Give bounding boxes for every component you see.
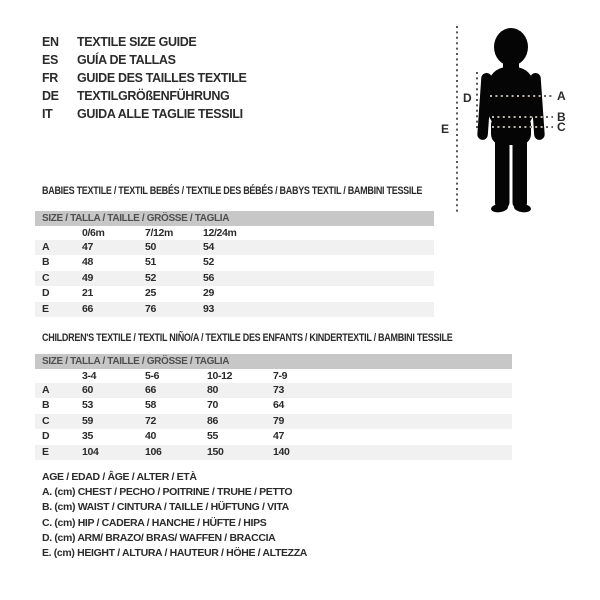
row-label: E: [42, 302, 49, 315]
row-label: D: [42, 287, 50, 300]
babies-section-title: BABIES TEXTILE / TEXTIL BEBÉS / TEXTILE DES BÉBÉS / BABYS TEXTIL / BAMBINI TESSILE: [42, 185, 423, 197]
row-label: D: [42, 430, 50, 443]
row-value: 50: [145, 241, 156, 253]
column-header: 7-9: [273, 370, 288, 382]
language-code: IT: [42, 107, 53, 121]
row-value: 55: [207, 430, 218, 443]
legend-item-waist: B. (cm) WAIST / CINTURA / TAILLE / HÜFTUNG / VITA: [42, 501, 289, 514]
row-value: 52: [203, 256, 214, 269]
table-row: [35, 383, 512, 398]
language-label: GUIDA ALLE TAGLIE TESSILI: [77, 107, 243, 121]
row-value: 64: [273, 399, 284, 412]
row-value: 29: [203, 287, 214, 300]
row-value: 47: [273, 430, 284, 443]
row-value: 54: [203, 241, 214, 253]
measure-label-e: E: [441, 122, 449, 136]
column-header: 3-4: [82, 370, 97, 382]
table-row: [35, 429, 512, 444]
row-value: 80: [207, 384, 218, 396]
row-value: 70: [207, 399, 218, 412]
babies-column-header-row: [35, 226, 434, 240]
legend-item-arm: D. (cm) ARM/ BRAZO/ BRAS/ WAFFEN / BRACCIA: [42, 531, 276, 544]
language-label: TEXTILGRÖßENFÜHRUNG: [77, 89, 230, 103]
row-label: E: [42, 445, 49, 458]
row-value: 140: [273, 445, 290, 458]
table-row: [35, 271, 434, 286]
language-code: ES: [42, 53, 58, 67]
table-row: [35, 302, 434, 317]
language-label: GUIDE DES TAILLES TEXTILE: [77, 71, 247, 85]
children-section-title: CHILDREN'S TEXTILE / TEXTIL NIÑO/A / TEXTILE DES ENFANTS / KINDERTEXTIL / BAMBINI TESSILE: [42, 332, 453, 344]
row-value: 47: [82, 241, 93, 253]
language-code: FR: [42, 71, 58, 85]
legend-age-line: AGE / EDAD / ÂGE / ALTER / ETÀ: [42, 471, 197, 483]
children-column-header-row: [35, 369, 512, 383]
column-header: 10-12: [207, 370, 233, 382]
table-row: [35, 255, 434, 270]
row-value: 66: [82, 302, 93, 315]
language-row: [42, 105, 247, 123]
row-label: C: [42, 271, 50, 284]
row-value: 25: [145, 287, 156, 300]
table-row: [35, 414, 512, 429]
row-value: 35: [82, 430, 93, 443]
legend-item-hip: C. (cm) HIP / CADERA / HANCHE / HÜFTE / HIPS: [42, 516, 267, 529]
measure-label-c: C: [557, 120, 566, 134]
table-row: [35, 286, 434, 301]
children-size-table: [35, 354, 512, 460]
column-header: 7/12m: [145, 227, 174, 239]
row-value: 49: [82, 271, 93, 284]
row-value: 86: [207, 414, 218, 427]
column-header: 12/24m: [203, 227, 237, 239]
row-value: 40: [145, 430, 156, 443]
babies-size-table: [35, 211, 434, 317]
row-value: 150: [207, 445, 224, 458]
row-value: 72: [145, 414, 156, 427]
language-list: [42, 33, 247, 123]
measurement-legend: [42, 470, 307, 561]
row-value: 59: [82, 414, 93, 427]
row-value: 76: [145, 302, 156, 315]
row-value: 60: [82, 384, 93, 396]
row-label: A: [42, 384, 50, 396]
row-value: 58: [145, 399, 156, 412]
row-value: 21: [82, 287, 93, 300]
column-header: 0/6m: [82, 227, 105, 239]
row-value: 104: [82, 445, 99, 458]
row-value: 79: [273, 414, 284, 427]
row-value: 56: [203, 271, 214, 284]
language-row: [42, 51, 247, 69]
legend-item-height: E. (cm) HEIGHT / ALTURA / HAUTEUR / HÖHE / ALTEZZA: [42, 547, 308, 560]
language-row: [42, 87, 247, 105]
row-value: 53: [82, 399, 93, 412]
language-label: TEXTILE SIZE GUIDE: [77, 35, 197, 49]
row-value: 73: [273, 384, 284, 396]
language-code: DE: [42, 89, 59, 103]
language-label: GUÍA DE TALLAS: [77, 53, 176, 67]
measure-label-a: A: [557, 89, 566, 103]
row-label: C: [42, 414, 50, 427]
row-label: A: [42, 241, 50, 253]
table-row: [35, 398, 512, 413]
row-value: 106: [145, 445, 162, 458]
children-size-header-bar: SIZE / TALLA / TAILLE / GRÖSSE / TAGLIA: [35, 354, 512, 369]
row-label: B: [42, 399, 50, 412]
language-row: [42, 69, 247, 87]
row-value: 66: [145, 384, 156, 396]
legend-item-chest: A. (cm) CHEST / PECHO / POITRINE / TRUHE / PETTO: [42, 486, 293, 499]
table-row: [35, 240, 434, 255]
row-value: 51: [145, 256, 156, 269]
row-label: B: [42, 256, 50, 269]
language-row: [42, 33, 247, 51]
language-code: EN: [42, 35, 59, 49]
measure-label-d: D: [463, 91, 472, 105]
row-value: 52: [145, 271, 156, 284]
column-header: 5-6: [145, 370, 160, 382]
babies-size-header-bar: SIZE / TALLA / TAILLE / GRÖSSE / TAGLIA: [35, 211, 434, 226]
measure-label-b: B: [557, 110, 566, 124]
table-row: [35, 445, 512, 460]
row-value: 93: [203, 302, 214, 315]
row-value: 48: [82, 256, 93, 269]
